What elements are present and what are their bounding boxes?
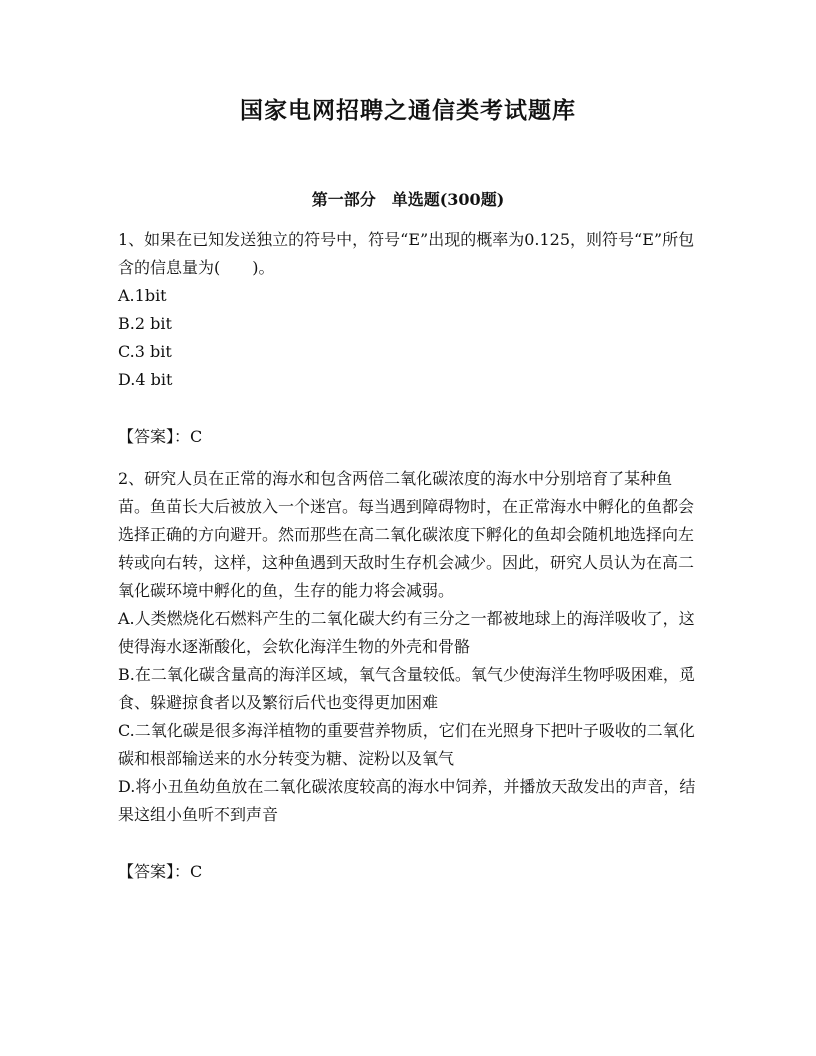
- option-b: B.在二氧化碳含量高的海洋区域，氧气含量较低。氧气少使海洋生物呼吸困难，觅食、躲避掠食者以及繁衍后代也变得更加困难: [118, 665, 695, 712]
- option-d: D.4 bit: [118, 370, 173, 389]
- question-block: [118, 226, 700, 451]
- answer-label: 【答案】：: [118, 862, 191, 881]
- option-c: C.3 bit: [118, 342, 172, 361]
- option-a: A.人类燃烧化石燃料产生的二氧化碳大约有三分之一都被地球上的海洋吸收了，这使得海水逐渐酸化，会软化海洋生物的外壳和骨骼: [118, 609, 695, 656]
- question-text: 2、研究人员在正常的海水和包含两倍二氧化碳浓度的海水中分别培育了某种鱼苗。鱼苗长大后被放入一个迷宫。每当遇到障碍物时，在正常海水中孵化的鱼都会选择正确的方向避开。然而那些在高二氧化碳浓度下孵化的鱼却会随机地选择向左转或向右转，这样，这种鱼遇到天敌时生存机会减少。因此，研究人员认为在高二氧化碳环境中孵化的鱼，生存的能力将会减弱。: [118, 469, 695, 600]
- option-a: A.1bit: [118, 286, 167, 305]
- page-title: 国家电网招聘之通信类考试题库: [240, 97, 576, 124]
- answer-label: 【答案】：: [118, 427, 191, 446]
- answer-line: [118, 858, 700, 886]
- option-b: B.2 bit: [118, 314, 172, 333]
- option-d: D.将小丑鱼幼鱼放在二氧化碳浓度较高的海水中饲养，并播放天敌发出的声音，结果这组小鱼听不到声音: [118, 777, 696, 824]
- answer-line: [118, 423, 700, 451]
- answer-value: C: [190, 427, 203, 446]
- question-text: 1、如果在已知发送独立的符号中，符号“E”出现的概率为0.125，则符号“E”所包含的信息量为( )。: [118, 230, 695, 277]
- section-title: 第一部分 单选题(300题): [311, 190, 505, 209]
- question-list: [118, 226, 700, 900]
- question-block: [118, 465, 700, 886]
- answer-value: C: [190, 862, 203, 881]
- option-c: C.二氧化碳是很多海洋植物的重要营养物质，它们在光照身下把叶子吸收的二氧化碳和根部输送来的水分转变为糖、淀粉以及氧气: [118, 721, 695, 768]
